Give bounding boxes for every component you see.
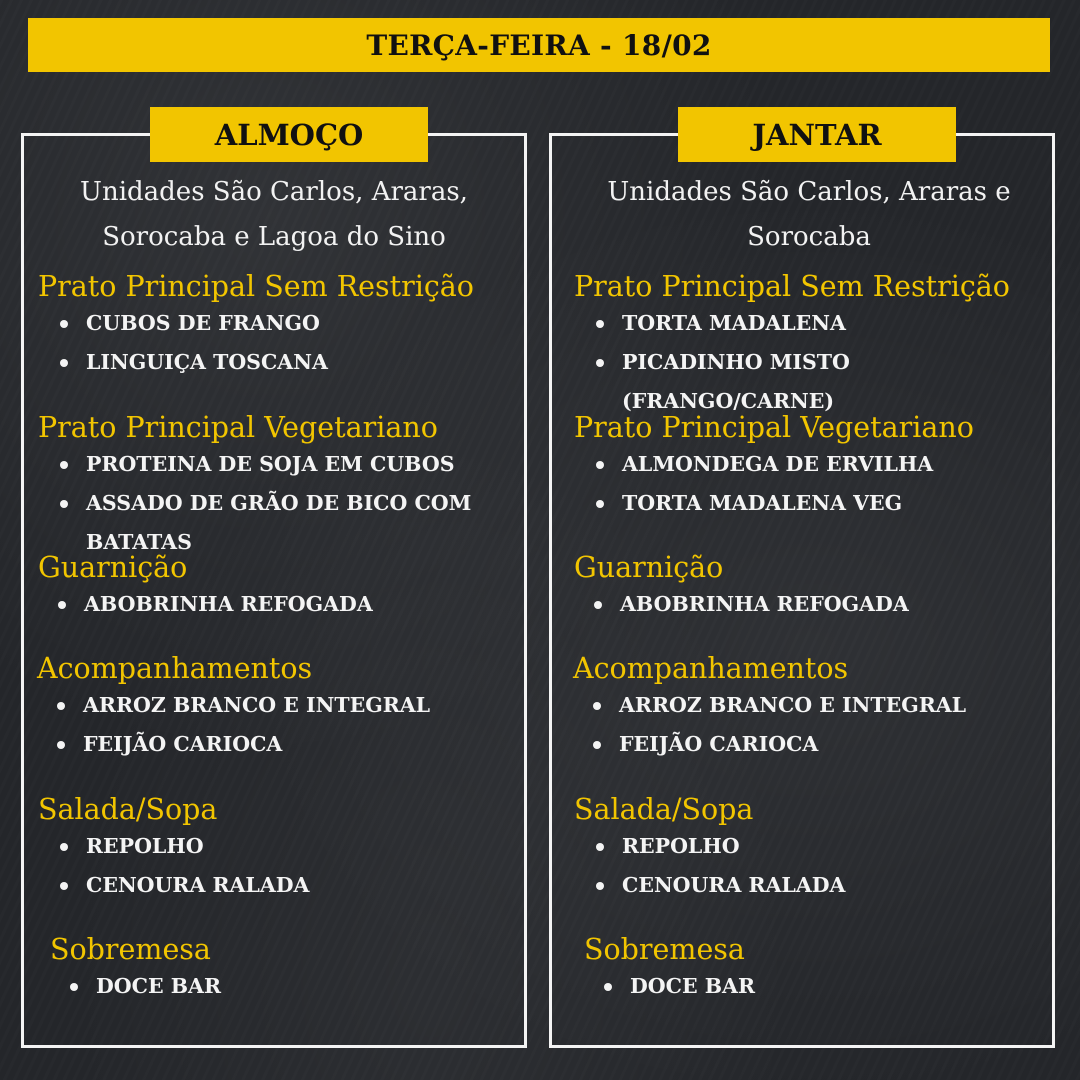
list-item (60, 827, 518, 866)
bullet-icon (57, 702, 65, 710)
item-text: BATATAS (86, 530, 192, 554)
bullet-icon (60, 500, 68, 508)
item-text: FEIJÃO CARIOCA (619, 732, 819, 756)
section-title: Guarnição (38, 551, 188, 584)
bullet-icon (60, 461, 68, 469)
item-text: REPOLHO (622, 834, 740, 858)
dinner-units-line1: Unidades São Carlos, Araras e (607, 177, 1011, 207)
item-text: DOCE BAR (96, 974, 221, 998)
item-text: CUBOS DE FRANGO (86, 311, 320, 335)
dinner-tab (678, 107, 956, 162)
lunch-units-line2: Sorocaba e Lagoa do Sino (102, 222, 446, 252)
list-item (60, 343, 518, 382)
lunch-main-section (38, 270, 518, 382)
list-item (57, 725, 517, 764)
list-item (604, 967, 1064, 1006)
section-title: Guarnição (574, 551, 724, 584)
section-title: Sobremesa (50, 933, 211, 966)
dinner-label: JANTAR (752, 117, 882, 152)
lunch-tab (150, 107, 428, 162)
bullet-icon (596, 843, 604, 851)
item-text: CENOURA RALADA (86, 873, 310, 897)
item-text: DOCE BAR (630, 974, 755, 998)
list-item (58, 585, 518, 624)
list-item (596, 343, 1054, 382)
item-text: PROTEINA DE SOJA EM CUBOS (86, 452, 455, 476)
dinner-veg-section (574, 411, 1054, 523)
section-title: Sobremesa (584, 933, 745, 966)
list-item (60, 445, 518, 484)
section-title: Acompanhamentos (37, 652, 313, 685)
list-item (60, 304, 518, 343)
lunch-side-section (38, 551, 518, 624)
lunch-panel (21, 117, 527, 1048)
bullet-icon (604, 983, 612, 991)
lunch-units-line1: Unidades São Carlos, Araras, (80, 177, 468, 207)
bullet-icon (70, 983, 78, 991)
dinner-dessert-section (584, 933, 1064, 1006)
list-item (596, 445, 1054, 484)
list-item (594, 585, 1054, 624)
bullet-icon (596, 461, 604, 469)
item-text: REPOLHO (86, 834, 204, 858)
dinner-salad-section (574, 793, 1054, 905)
section-title: Prato Principal Sem Restrição (38, 270, 474, 303)
list-item (593, 686, 1053, 725)
list-item (596, 304, 1054, 343)
lunch-dessert-section (50, 933, 530, 1006)
list-item (57, 686, 517, 725)
list-item (596, 484, 1054, 523)
list-item (60, 484, 518, 523)
section-title: Acompanhamentos (573, 652, 849, 685)
item-text: FEIJÃO CARIOCA (83, 732, 283, 756)
dinner-accompaniments-section (573, 652, 1053, 764)
bullet-icon (596, 359, 604, 367)
lunch-accompaniments-section (37, 652, 517, 764)
section-title: Salada/Sopa (574, 793, 754, 826)
lunch-veg-section (38, 411, 518, 562)
bullet-icon (60, 320, 68, 328)
lunch-label: ALMOÇO (214, 117, 364, 152)
bullet-icon (60, 843, 68, 851)
bullet-icon (596, 320, 604, 328)
item-text: (FRANGO/CARNE) (622, 389, 835, 413)
item-text: LINGUIÇA TOSCANA (86, 350, 328, 374)
list-item (596, 827, 1054, 866)
item-text: TORTA MADALENA (622, 311, 846, 335)
dinner-units-line2: Sorocaba (747, 222, 871, 252)
bullet-icon (60, 882, 68, 890)
item-text: PICADINHO MISTO (622, 350, 850, 374)
item-text: TORTA MADALENA VEG (622, 491, 903, 515)
section-title: Prato Principal Vegetariano (38, 411, 438, 444)
bullet-icon (57, 741, 65, 749)
item-text: ABOBRINHA REFOGADA (84, 592, 373, 616)
bullet-icon (594, 601, 602, 609)
item-text: CENOURA RALADA (622, 873, 846, 897)
bullet-icon (596, 882, 604, 890)
list-item (596, 866, 1054, 905)
item-text: ARROZ BRANCO E INTEGRAL (619, 693, 967, 717)
bullet-icon (58, 601, 66, 609)
bullet-icon (60, 359, 68, 367)
section-title: Prato Principal Vegetariano (574, 411, 974, 444)
date-title: TERÇA-FEIRA - 18/02 (366, 28, 712, 62)
bullet-icon (593, 702, 601, 710)
item-text: ARROZ BRANCO E INTEGRAL (83, 693, 431, 717)
dinner-side-section (574, 551, 1054, 624)
item-text: ALMONDEGA DE ERVILHA (622, 452, 934, 476)
section-title: Prato Principal Sem Restrição (574, 270, 1010, 303)
list-item (60, 866, 518, 905)
date-header (28, 18, 1050, 72)
lunch-salad-section (38, 793, 518, 905)
bullet-icon (593, 741, 601, 749)
dinner-units (564, 170, 1054, 260)
dinner-panel (549, 117, 1055, 1048)
list-item (70, 967, 530, 1006)
section-title: Salada/Sopa (38, 793, 218, 826)
item-text: ASSADO DE GRÃO DE BICO COM (86, 491, 472, 515)
lunch-units (24, 170, 524, 260)
item-text: ABOBRINHA REFOGADA (620, 592, 909, 616)
bullet-icon (596, 500, 604, 508)
dinner-main-section (574, 270, 1054, 421)
list-item (593, 725, 1053, 764)
